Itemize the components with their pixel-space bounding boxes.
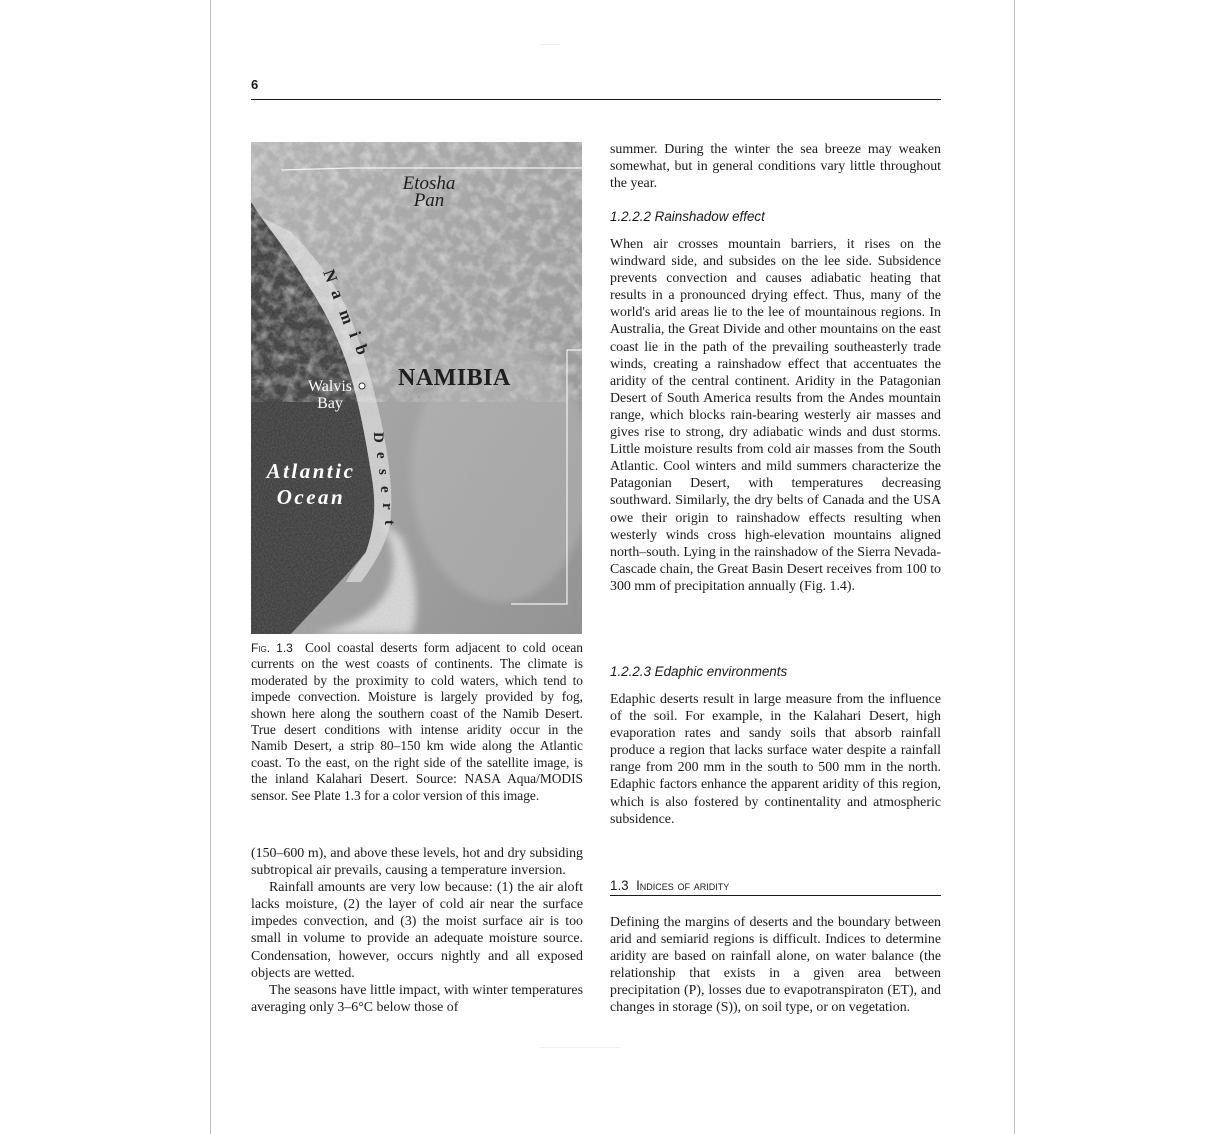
- label-namib-b: b: [351, 341, 373, 358]
- figure-caption: [251, 640, 583, 804]
- label-namibia: NAMIBIA: [398, 365, 511, 391]
- label-atlantic: Atlantic: [266, 459, 356, 483]
- label-desert-e1: e: [373, 452, 389, 459]
- label-bay: Bay: [317, 395, 343, 412]
- label-desert-r: r: [379, 503, 395, 510]
- satellite-figure: [251, 142, 582, 634]
- label-namib-m: m: [335, 306, 358, 327]
- scan-artifact: [540, 1047, 620, 1048]
- subsection-heading-edaphic: 1.2.2.3 Edaphic environments: [610, 664, 788, 679]
- caption-text: Cool coastal deserts form adjacent to cold ocean currents on the west coasts of continents. The climate is moderated by the proximity to cold waters, which tend to impede convection. Moisture is largely provided by fog, shown here along the southern coast of the Namib Desert. True desert conditions with intense aridity occur in the Namib Desert, a strip 80–150 km wide along the Atlantic coast. To the east, on the right side of the satellite image, is the inland Kalahari Desert. Source: NASA Aqua/MODIS sensor. See Plate 1.3 for a color version of this image.: [251, 640, 583, 803]
- header-rule: [251, 99, 941, 100]
- label-namib-i: i: [345, 328, 365, 340]
- subsection-heading-rainshadow: 1.2.2.2 Rainshadow effect: [610, 209, 765, 224]
- label-pan: Pan: [413, 190, 445, 211]
- label-desert-e2: e: [377, 486, 393, 493]
- left-paragraph-3: The seasons have little impact, with winter temperatures averaging only 3–6°C below those of: [251, 982, 583, 1015]
- section-heading: [610, 878, 941, 896]
- page-number: 6: [251, 77, 259, 92]
- section-number: 1.3: [610, 878, 629, 893]
- label-etosha: Etosha: [402, 173, 456, 194]
- label-walvis: Walvis: [307, 378, 353, 395]
- right-paragraph-3: Defining the margins of deserts and the boundary between arid and semiarid regions is difficult. Indices to determine aridity are based on rainfall alone, on water balance (the relationship that exists in a given area between precipitation (P), losses due to evapotranspiraton (ET), and changes in storage (S)), on soil type, or on vegetation.: [610, 915, 941, 1016]
- caption-label: Fig. 1.3: [251, 641, 293, 655]
- left-paragraph-1: (150–600 m), and above these levels, hot and dry subsiding subtropical air prevails, causing a temperature inversion.: [251, 846, 583, 879]
- right-paragraph-0: summer. During the winter the sea breeze may weaken somewhat, but in general conditions vary little throughout the year.: [610, 142, 941, 192]
- walvis-bay-marker: [359, 383, 365, 389]
- left-column: [251, 845, 583, 1016]
- label-desert-s: s: [375, 469, 391, 475]
- right-paragraph-1: When air crosses mountain barriers, it rises on the windward side, and subsides on the lee side. Subsidence prevents convection and causes adiabatic heating that results in a pronounced drying effect. Thus, many of the world's arid areas lie to the lee of mountainous regions. In Australia, the Great Divide and other mountains on the east coast lie in the path of the prevailing southeasterly trade winds, creating a rainshadow effect that accentuates the aridity of the central continent. Aridity in the Patagonian Desert of South America results from the Andes mountain range, which blocks rain-bearing westerly air masses and gives rise to strong, dry adiabatic winds and dust storms. Little moisture results from cold air masses from the South Atlantic. Cool winters and mild summers characterize the Patagonian Desert, with temperatures decreasing southward. Similarly, the dry belts of Canada and the USA owe their origin to rainshadow effects resulting when westerly winds cross high-elevation mountains aligned north–south. Lying in the rainshadow of the Sierra Nevada-Cascade chain, the Great Basin Desert receives from 100 to 300 mm of precipitation annually (Fig. 1.4).: [610, 237, 941, 594]
- left-paragraph-2: Rainfall amounts are very low because: (1) the air aloft lacks moisture, (2) the layer of cold air near the surface impedes convection, and (3) the moist surface air is too small in volume to provide an adequate moisture source. Condensation, however, occurs nightly and all exposed objects are wetted.: [251, 880, 583, 981]
- label-ocean: Ocean: [276, 485, 346, 509]
- label-namib-a: a: [327, 286, 349, 302]
- scan-artifact: [540, 44, 560, 45]
- label-namib-n: N: [319, 266, 342, 285]
- section-title: Indices of aridity: [636, 878, 730, 893]
- right-paragraph-2: Edaphic deserts result in large measure from the influence of the soil. For example, in the Kalahari Desert, high evaporation rates and sandy soils that absorb rainfall produce a region that lacks surface water despite a rainfall range from 200 mm in the south to 500 mm in the north. Edaphic factors enhance the apparent aridity of this region, which is also fostered by continentality and atmospheric subsidence.: [610, 692, 941, 827]
- label-desert-t: t: [381, 520, 397, 525]
- label-desert-d: D: [370, 432, 386, 443]
